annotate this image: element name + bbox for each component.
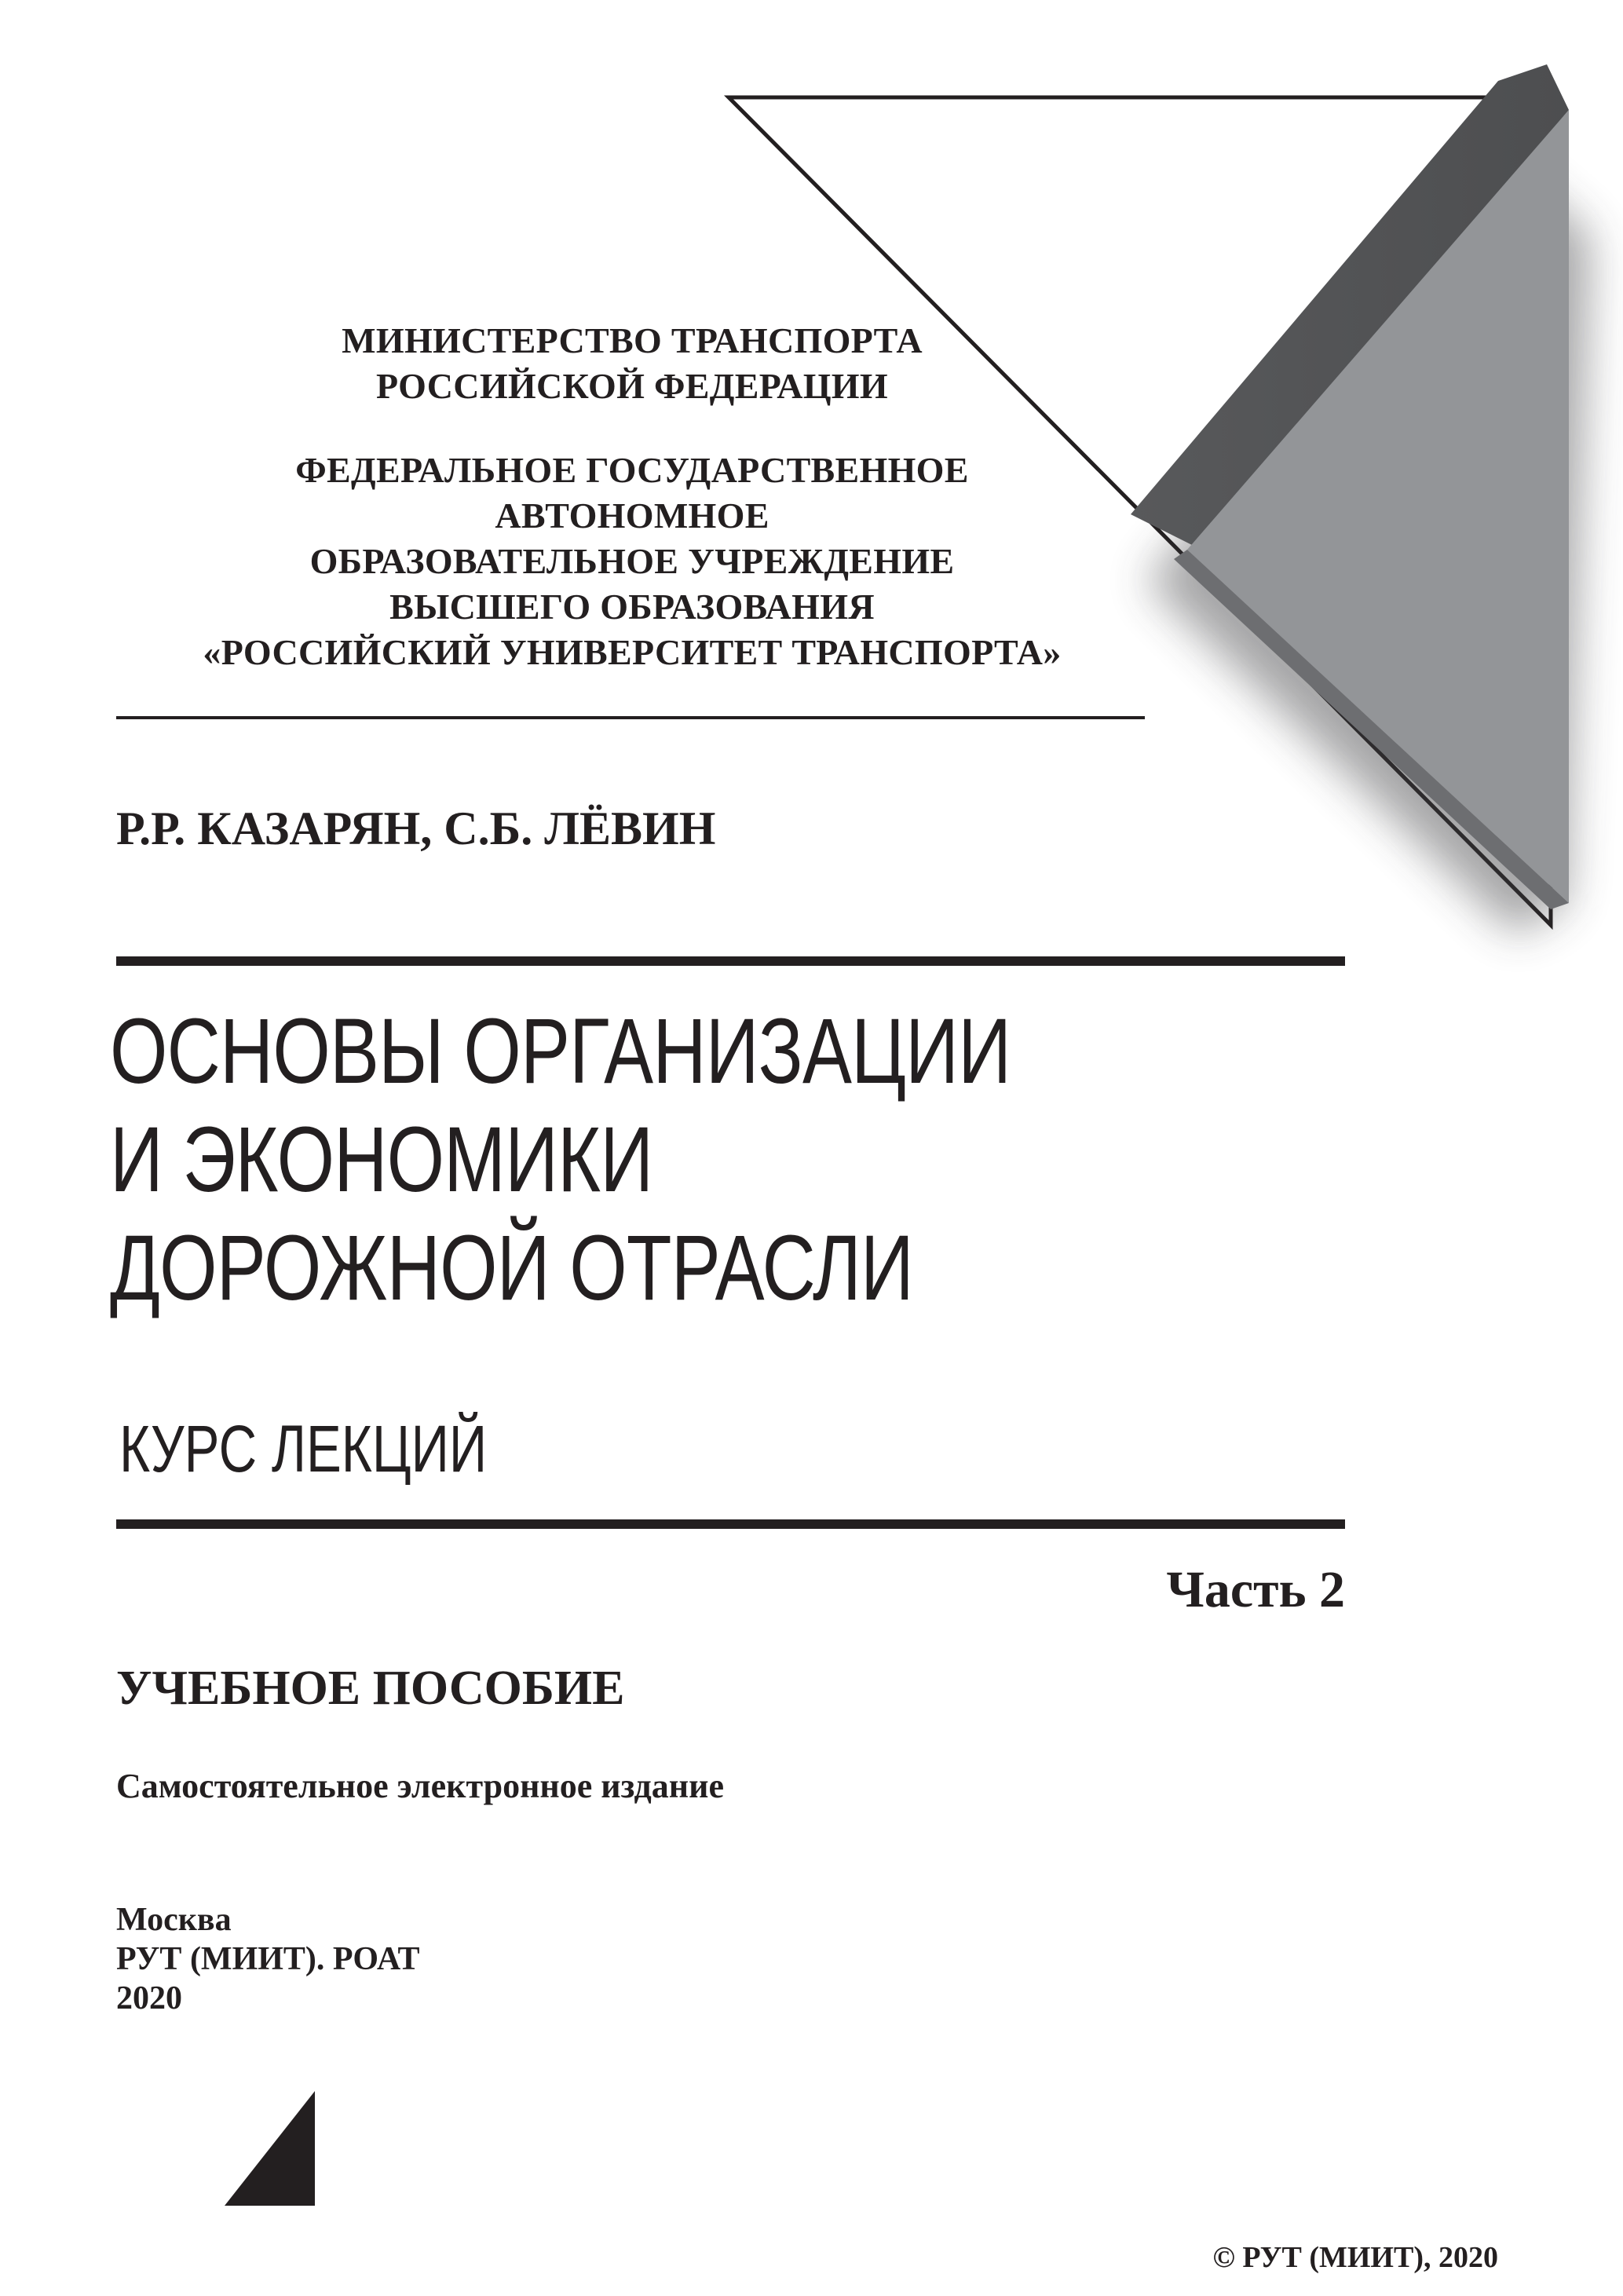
university-line: АВТОНОМНОЕ [495,495,769,536]
copyright-notice: © РУТ (МИИТ), 2020 [1212,2241,1498,2274]
university-line: ВЫСШЕГО ОБРАЗОВАНИЯ [389,587,875,627]
imprint-publisher: РУТ (МИИТ). РОАТ [116,1941,420,1977]
edition-note: Самостоятельное электронное издание [116,1767,725,1805]
university-line: ОБРАЗОВАТЕЛЬНОЕ УЧРЕЖДЕНИЕ [309,541,955,581]
publication-type: УЧЕБНОЕ ПОСОБИЕ [116,1662,625,1715]
title-bottom-rule [116,1519,1345,1529]
header-divider [116,716,1145,719]
university-line: «РОССИЙСКИЙ УНИВЕРСИТЕТ ТРАНСПОРТА» [203,632,1062,672]
title-top-rule [116,956,1345,966]
part-number: Часть 2 [1166,1561,1345,1618]
imprint [116,1900,420,2018]
book-subtitle: КУРС ЛЕКЦИЙ [119,1412,488,1486]
university-name [110,448,1154,675]
corner-triangle [225,2091,315,2206]
book-title [110,997,1052,1322]
ministry-line: МИНИСТЕРСТВО ТРАНСПОРТА [342,320,923,360]
title-line: ОСНОВЫ ОРГАНИЗАЦИИ [110,1000,1011,1103]
ministry-name [110,318,1154,409]
title-line: ДОРОЖНОЙ ОТРАСЛИ [110,1216,914,1320]
title-line: И ЭКОНОМИКИ [110,1108,653,1212]
authors: Р.Р. КАЗАРЯН, С.Б. ЛЁВИН [116,803,716,854]
ministry-line: РОССИЙСКОЙ ФЕДЕРАЦИИ [376,366,888,406]
imprint-year: 2020 [116,1980,182,2016]
imprint-city: Москва [116,1902,232,1938]
university-line: ФЕДЕРАЛЬНОЕ ГОСУДАРСТВЕННОЕ [295,450,969,490]
